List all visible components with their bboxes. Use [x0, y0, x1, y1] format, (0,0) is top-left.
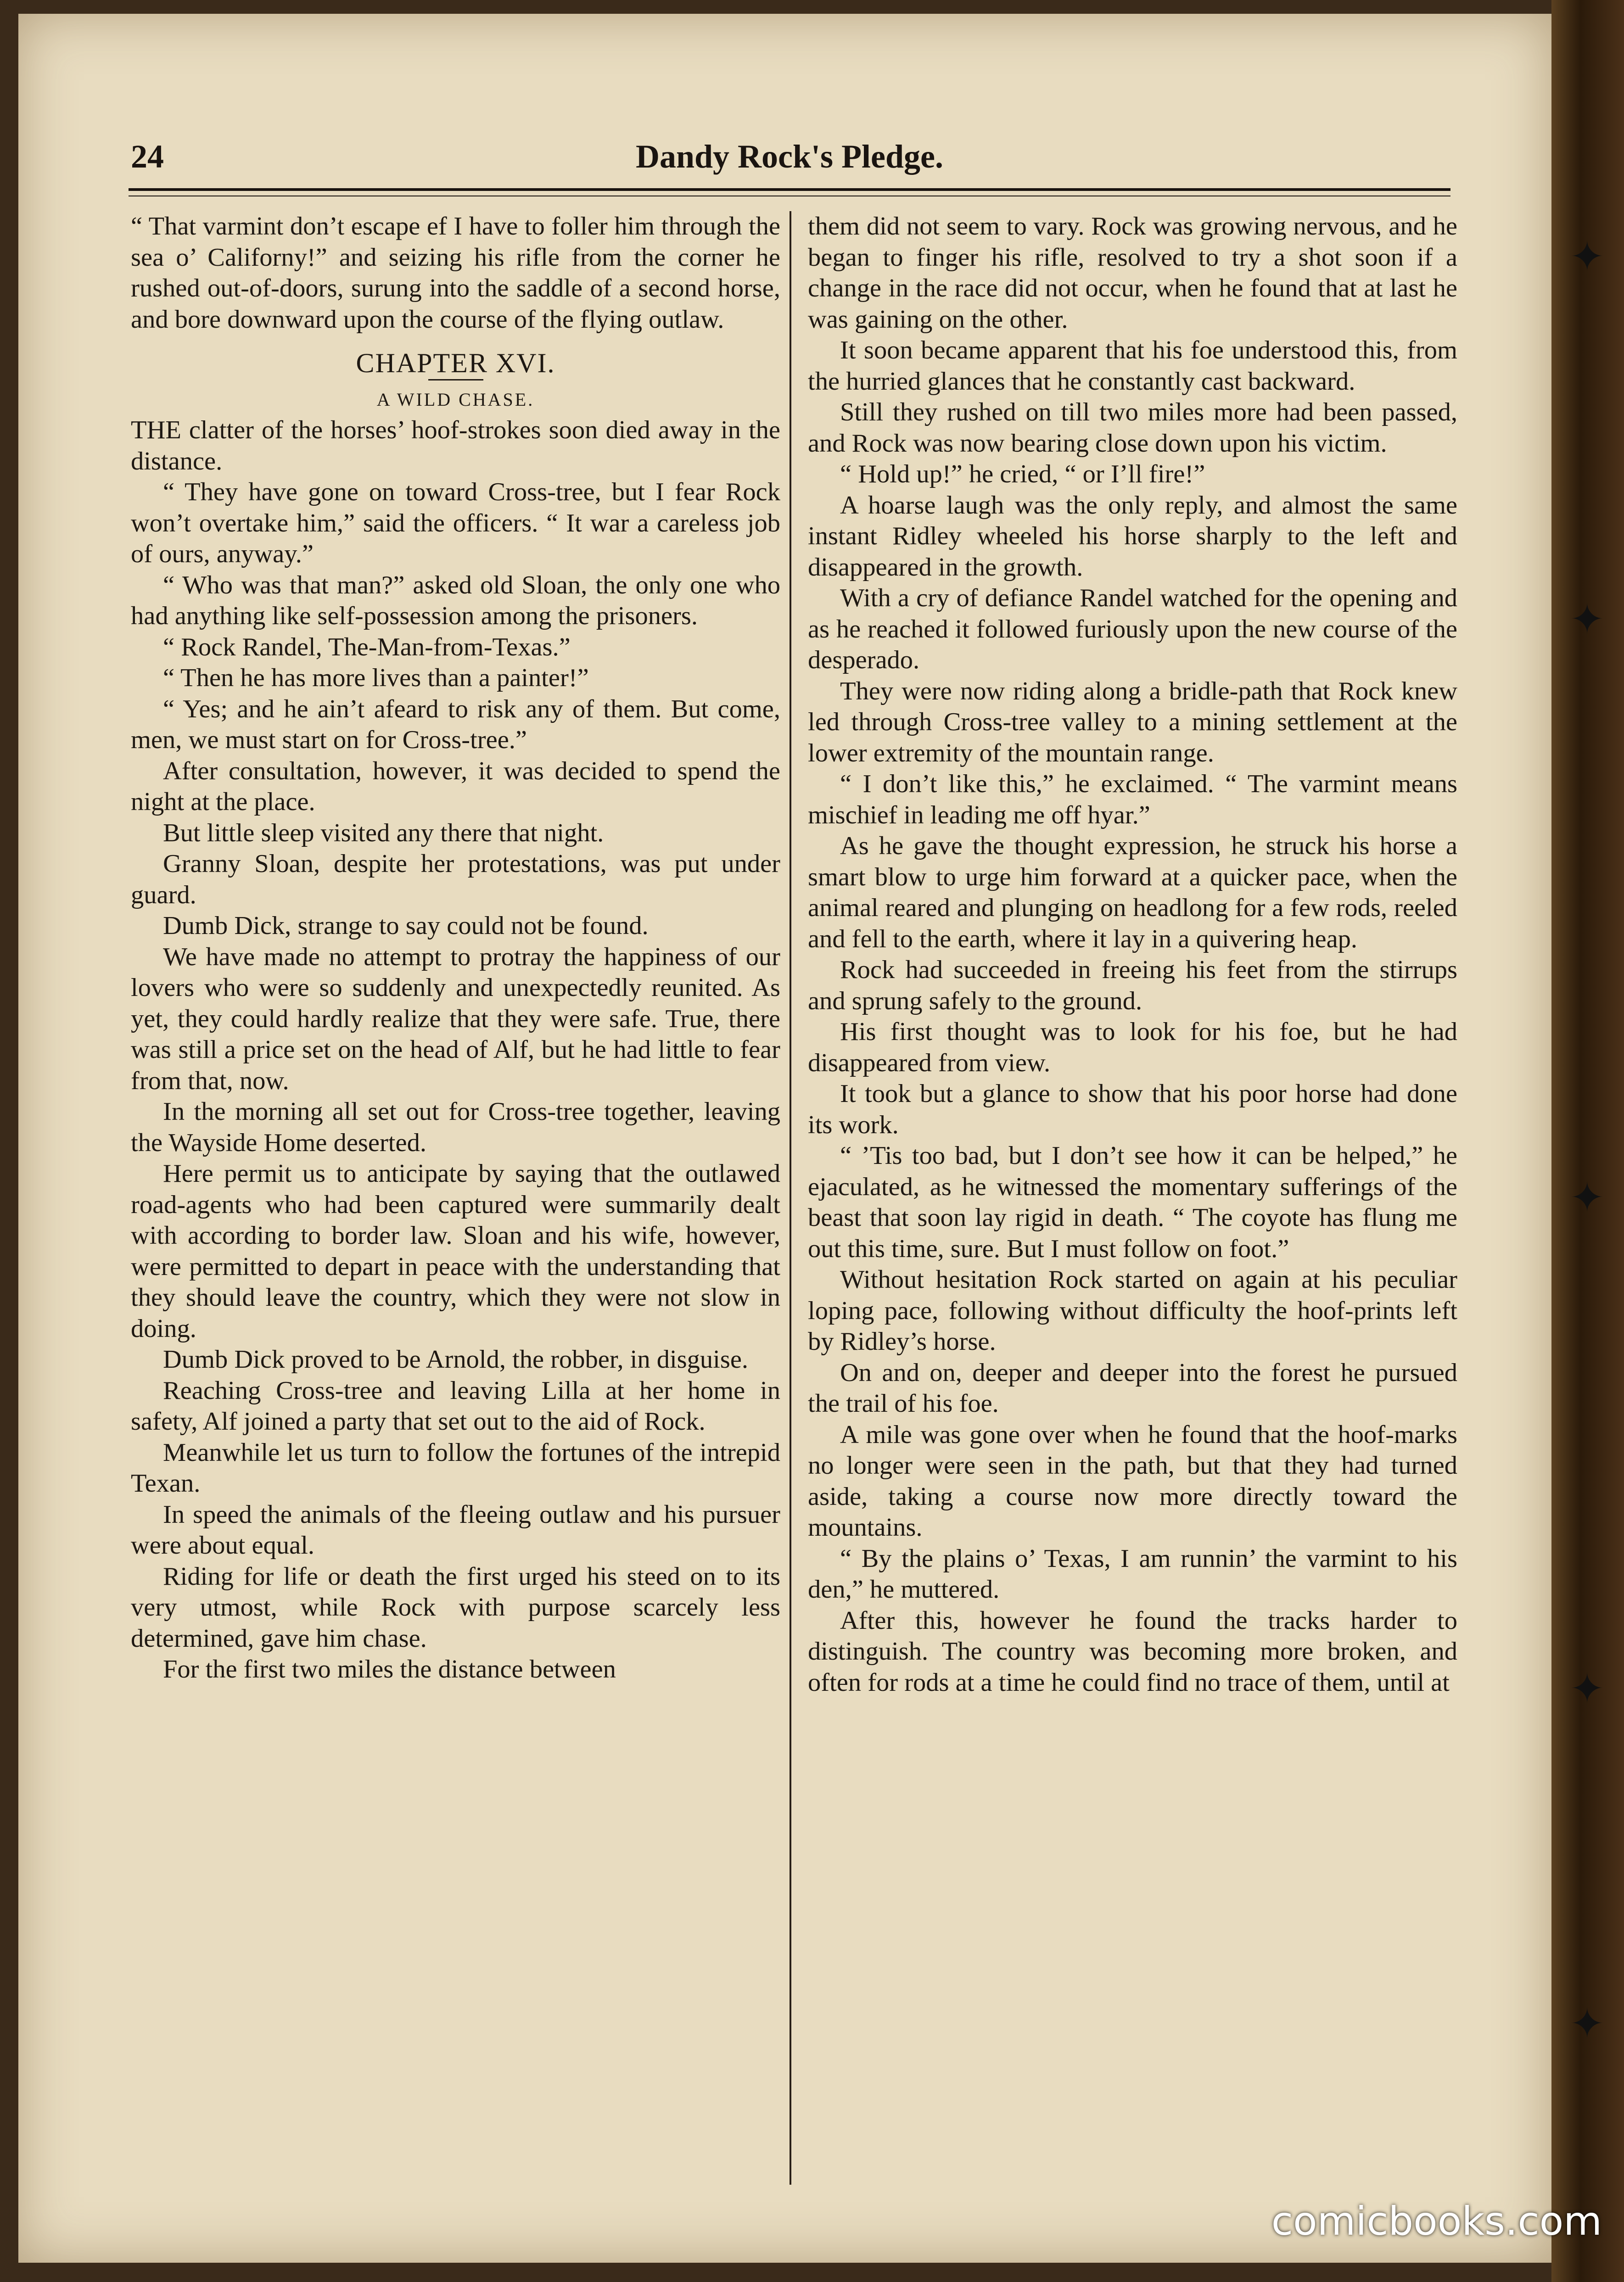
paragraph: “ By the plains o’ Texas, I am runnin’ the varmint to his den,” he muttered.	[808, 1544, 1457, 1604]
chapter-subtitle: A WILD CHASE.	[376, 389, 535, 410]
page-number: 24	[131, 138, 164, 175]
paragraph: After consultation, however, it was decided to spend the night at the place.	[131, 756, 780, 816]
paragraph: “ Who was that man?” asked old Sloan, the only one who had anything like self-possession among the prisoners.	[131, 570, 780, 630]
paragraph: “ Then he has more lives than a painter!”	[163, 664, 589, 692]
running-header	[131, 138, 1448, 188]
paragraph: Here permit us to anticipate by saying that the outlawed road-agents who had been captured were summarily dealt with according to border law. Sloan and his wife, however, were permitted to depart in peace with the understanding that they should leave the country, which they were not slow in doing.	[131, 1159, 780, 1343]
paragraph: His first thought was to look for his foe, but he had disappeared from view.	[808, 1018, 1457, 1077]
paragraph: For the first two miles the distance between	[163, 1655, 616, 1684]
paragraph: “ That varmint don’t escape ef I have to foller him through the sea o’ Californy!” and seizing his rifle from the corner he rushed out-of-doors, surung into the saddle of a second horse, and bore downward upon the course of the flying outlaw.	[131, 212, 780, 334]
watermark: comicbooks.com	[1271, 2198, 1602, 2244]
paragraph: THE clatter of the horses’ hoof-strokes soon died away in the distance.	[131, 416, 780, 475]
binding-staple-icon: ✦	[1570, 2000, 1605, 2048]
paragraph: As he gave the thought expression, he struck his horse a smart blow to urge him forward at a quicker pace, when the animal reared and plunging on headlong for a few rods, reeled and fell to the earth, where it lay in a quivering heap.	[808, 832, 1457, 953]
paragraph: “ Hold up!” he cried, “ or I’ll fire!”	[840, 460, 1205, 488]
chapter-rule	[428, 379, 483, 380]
column-divider	[790, 211, 791, 2185]
paragraph: Dumb Dick proved to be Arnold, the robber, in disguise.	[163, 1345, 749, 1374]
binding-staple-icon: ✦	[1570, 233, 1605, 281]
paragraph: “ I don’t like this,” he exclaimed. “ The varmint means mischief in leading me off hyar.”	[808, 770, 1457, 829]
paragraph: In the morning all set out for Cross-tree together, leaving the Wayside Home deserted.	[131, 1097, 780, 1157]
paragraph: They were now riding along a bridle-path that Rock knew led through Cross-tree valley to a mining settlement at the lower extremity of the mountain range.	[808, 677, 1457, 767]
paragraph: Reaching Cross-tree and leaving Lilla at her home in safety, Alf joined a party that set out to the aid of Rock.	[131, 1376, 780, 1436]
paragraph: “ ’Tis too bad, but I don’t see how it can be helped,” he ejaculated, as he witnessed the momentary sufferings of the beast that soon lay rigid in death. “ The coyote has flung me out this time, sure. But I must follow on foot.”	[808, 1141, 1457, 1263]
paragraph: Granny Sloan, despite her protestations, was put under guard.	[131, 850, 780, 909]
paragraph: After this, however he found the tracks harder to distinguish. The country was becoming more broken, and often for rods at a time he could find no trace of them, until at	[808, 1606, 1457, 1697]
binding-staple-icon: ✦	[1570, 1174, 1605, 1222]
header-rule	[129, 188, 1450, 196]
left-column	[131, 211, 780, 2198]
paragraph: “ Yes; and he ain’t afeard to risk any of them. But come, men, we must start on for Cross-tree.”	[131, 694, 780, 754]
paragraph: “ They have gone on toward Cross-tree, but I fear Rock won’t overtake him,” said the officers. “ It war a careless job of ours, anyway.”	[131, 478, 780, 568]
paragraph: Riding for life or death the first urged his steed on to its very utmost, while Rock with purpose scarcely less determined, gave him chase.	[131, 1562, 780, 1653]
binding-staple-icon: ✦	[1570, 1665, 1605, 1713]
chapter-heading: CHAPTER XVI.	[356, 348, 555, 378]
binding-staple-icon: ✦	[1570, 595, 1605, 643]
paragraph: On and on, deeper and deeper into the forest he pursued the trail of his foe.	[808, 1358, 1457, 1418]
paragraph: Still they rushed on till two miles more had been passed, and Rock was now bearing close down upon his victim.	[808, 398, 1457, 458]
paragraph: Dumb Dick, strange to say could not be found.	[163, 912, 649, 940]
page-spine	[1551, 0, 1624, 2282]
paragraph: It soon became apparent that his foe understood this, from the hurried glances that he constantly cast backward.	[808, 336, 1457, 396]
paragraph: them did not seem to vary. Rock was growing nervous, and he began to finger his rifle, resolved to try a shot soon if a change in the race did not occur, when he found that at last he was gaining on the other.	[808, 212, 1457, 334]
paragraph: A hoarse laugh was the only reply, and almost the same instant Ridley wheeled his horse sharply to the left and disappeared in the growth.	[808, 491, 1457, 582]
paragraph: It took but a glance to show that his poor horse had done its work.	[808, 1079, 1457, 1139]
paragraph: Meanwhile let us turn to follow the fortunes of the intrepid Texan.	[131, 1438, 780, 1498]
paragraph: But little sleep visited any there that night.	[163, 818, 604, 847]
paragraph: With a cry of defiance Randel watched for the opening and as he reached it followed furiously upon the new course of the desperado.	[808, 584, 1457, 674]
paragraph: A mile was gone over when he found that the hoof-marks no longer were seen in the path, but that they had turned aside, taking a course now more directly toward the mountains.	[808, 1420, 1457, 1542]
paragraph: Rock had succeeded in freeing his feet from the stirrups and sprung safely to the ground.	[808, 956, 1457, 1015]
running-title: Dandy Rock's Pledge.	[635, 138, 944, 175]
paragraph: “ Rock Randel, The-Man-from-Texas.”	[163, 632, 571, 661]
paragraph: We have made no attempt to protray the happiness of our lovers who were so suddenly and unexpectedly reunited. As yet, they could hardly realize that they were safe. True, there was still a price set on the head of Alf, but he had little to fear from that, now.	[131, 942, 780, 1095]
paragraph: In speed the animals of the fleeing outlaw and his pursuer were about equal.	[131, 1500, 780, 1560]
right-column	[808, 211, 1457, 2198]
paragraph: Without hesitation Rock started on again at his peculiar loping pace, following without difficulty the hoof-prints left by Ridley’s horse.	[808, 1265, 1457, 1356]
